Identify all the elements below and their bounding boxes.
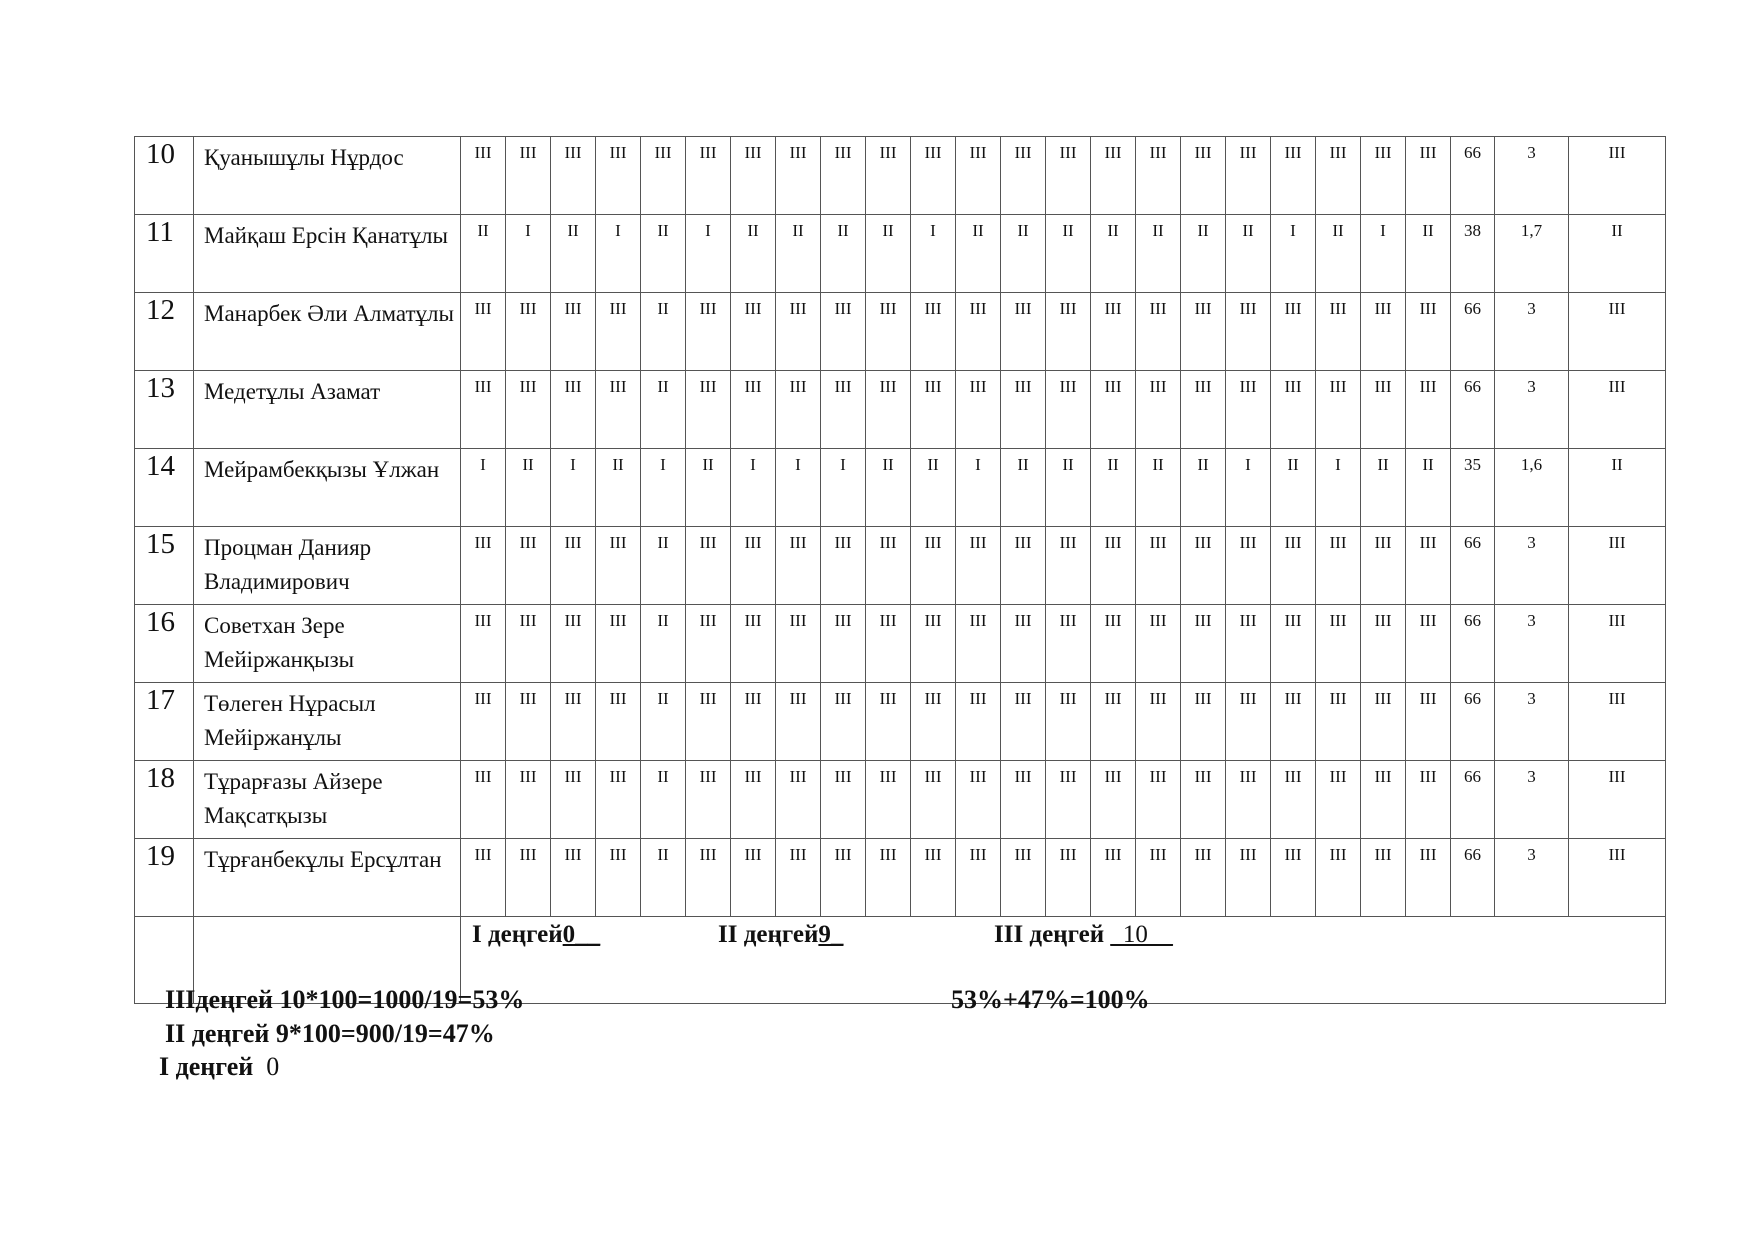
total-score: 66 [1451, 137, 1495, 215]
level-cell: III [1361, 761, 1406, 839]
level-cell: III [461, 605, 506, 683]
level-cell: I [596, 215, 641, 293]
level-cell: III [956, 293, 1001, 371]
total-score: 66 [1451, 605, 1495, 683]
level-cell: III [1361, 371, 1406, 449]
level-cell: I [1271, 215, 1316, 293]
level-cell: III [1046, 371, 1091, 449]
level-cell: II [641, 527, 686, 605]
level-cell: III [1091, 839, 1136, 917]
student-name: Медетұлы Азамат [194, 371, 461, 449]
average-score: 3 [1495, 371, 1569, 449]
level-cell: III [1136, 137, 1181, 215]
row-number: 11 [135, 215, 194, 293]
level-cell: III [1406, 293, 1451, 371]
level-cell: III [506, 371, 551, 449]
level-cell: I [1316, 449, 1361, 527]
level-cell: III [596, 683, 641, 761]
row-number: 17 [135, 683, 194, 761]
level-cell: III [731, 527, 776, 605]
calc-level3: IIIдеңгей 10*100=1000/19=53% [165, 985, 525, 1014]
level-cell: III [1361, 605, 1406, 683]
level-cell: III [866, 527, 911, 605]
row-number: 10 [135, 137, 194, 215]
level-cell: III [1001, 137, 1046, 215]
level-cell: III [1046, 293, 1091, 371]
level-cell: II [1001, 215, 1046, 293]
level-cell: III [641, 137, 686, 215]
level-cell: III [596, 137, 641, 215]
level-cell: III [551, 683, 596, 761]
level-cell: III [1181, 137, 1226, 215]
level3-value: _10__ [1110, 921, 1173, 948]
level-cell: III [686, 605, 731, 683]
student-name: Тұрарғазы Айзере Мақсатқызы [194, 761, 461, 839]
level-cell: III [1181, 293, 1226, 371]
level-cell: III [1136, 605, 1181, 683]
final-level: III [1569, 527, 1666, 605]
total-score: 66 [1451, 839, 1495, 917]
final-level: III [1569, 683, 1666, 761]
level-cell: III [596, 293, 641, 371]
level-cell: III [1406, 527, 1451, 605]
table-row [135, 683, 1666, 761]
level-cell: III [1181, 527, 1226, 605]
level-cell: II [1181, 215, 1226, 293]
level-cell: II [1181, 449, 1226, 527]
level-cell: III [1271, 839, 1316, 917]
average-score: 3 [1495, 761, 1569, 839]
level-cell: II [776, 215, 821, 293]
level-cell: III [1226, 683, 1271, 761]
level-cell: III [1046, 683, 1091, 761]
level-cell: III [911, 839, 956, 917]
level-cell: III [1361, 683, 1406, 761]
level-cell: III [551, 137, 596, 215]
level-cell: III [956, 683, 1001, 761]
row-number: 18 [135, 761, 194, 839]
row-number: 13 [135, 371, 194, 449]
level-cell: I [731, 449, 776, 527]
level-cell: III [461, 293, 506, 371]
level-cell: III [461, 761, 506, 839]
level-cell: III [1406, 761, 1451, 839]
level-cell: III [776, 839, 821, 917]
level-cell: I [776, 449, 821, 527]
calc-level1 [159, 1052, 279, 1082]
total-score: 66 [1451, 293, 1495, 371]
level-cell: III [1226, 371, 1271, 449]
total-score: 35 [1451, 449, 1495, 527]
level-cell: II [461, 215, 506, 293]
level-cell: III [551, 605, 596, 683]
total-score: 66 [1451, 761, 1495, 839]
level-cell: III [866, 371, 911, 449]
level-cell: III [1361, 527, 1406, 605]
assessment-table [134, 136, 1666, 1004]
level-cell: II [1091, 215, 1136, 293]
level-cell: III [1181, 761, 1226, 839]
level-cell: I [1226, 449, 1271, 527]
level-cell: III [731, 371, 776, 449]
level-cell: III [596, 839, 641, 917]
level-cell: II [1406, 449, 1451, 527]
level-cell: I [551, 449, 596, 527]
level-cell: III [1271, 137, 1316, 215]
table-row [135, 839, 1666, 917]
student-name: Процман Данияр Владимирович [194, 527, 461, 605]
level-cell: II [956, 215, 1001, 293]
level-cell: III [776, 137, 821, 215]
level-cell: II [1226, 215, 1271, 293]
level-cell: III [596, 605, 641, 683]
level-cell: III [1316, 371, 1361, 449]
row-number: 19 [135, 839, 194, 917]
level-cell: III [1091, 761, 1136, 839]
row-number: 16 [135, 605, 194, 683]
level-cell: III [1361, 293, 1406, 371]
level-cell: III [776, 371, 821, 449]
level3-summary [994, 921, 1173, 949]
level-cell: III [506, 683, 551, 761]
level-cell: III [731, 839, 776, 917]
level-cell: III [596, 527, 641, 605]
calc-level1-value: 0 [266, 1052, 280, 1081]
level-cell: II [911, 449, 956, 527]
level-cell: III [551, 527, 596, 605]
level-cell: III [956, 371, 1001, 449]
table-row [135, 449, 1666, 527]
level1-label: I деңгей [472, 921, 563, 948]
level-cell: II [506, 449, 551, 527]
level-cell: III [731, 137, 776, 215]
level-cell: III [956, 761, 1001, 839]
level-cell: II [686, 449, 731, 527]
level-cell: III [1226, 293, 1271, 371]
average-score: 1,6 [1495, 449, 1569, 527]
level-cell: II [596, 449, 641, 527]
level-cell: III [461, 839, 506, 917]
level-cell: III [1001, 605, 1046, 683]
level-cell: III [1226, 605, 1271, 683]
level-cell: III [866, 683, 911, 761]
table-row [135, 761, 1666, 839]
level-cell: III [821, 137, 866, 215]
level-cell: I [686, 215, 731, 293]
level-cell: III [911, 605, 956, 683]
average-score: 3 [1495, 293, 1569, 371]
level-cell: III [461, 527, 506, 605]
level-cell: III [911, 761, 956, 839]
level-cell: II [641, 683, 686, 761]
total-score: 66 [1451, 683, 1495, 761]
level-cell: II [1316, 215, 1361, 293]
level-cell: III [1316, 839, 1361, 917]
level-cell: III [1226, 137, 1271, 215]
average-score: 3 [1495, 839, 1569, 917]
level-cell: III [506, 605, 551, 683]
level-cell: II [641, 371, 686, 449]
student-name: Советхан Зере Мейіржанқызы [194, 605, 461, 683]
level2-summary [718, 921, 994, 949]
level-cell: III [821, 761, 866, 839]
level-cell: III [1181, 605, 1226, 683]
row-number: 12 [135, 293, 194, 371]
level-cell: III [1316, 761, 1361, 839]
level-cell: III [1001, 683, 1046, 761]
level-cell: III [1001, 527, 1046, 605]
level-cell: III [1271, 527, 1316, 605]
level-cell: III [1181, 683, 1226, 761]
level1-value: 0__ [562, 921, 601, 948]
average-score: 3 [1495, 605, 1569, 683]
level-cell: III [686, 371, 731, 449]
level-cell: III [1136, 761, 1181, 839]
level-cell: III [506, 761, 551, 839]
level-cell: III [506, 293, 551, 371]
level-cell: II [551, 215, 596, 293]
level-cell: III [1271, 761, 1316, 839]
level-cell: III [1316, 683, 1361, 761]
level-cell: II [1136, 215, 1181, 293]
level-cell: III [686, 761, 731, 839]
level-cell: II [1046, 215, 1091, 293]
student-name: Манарбек Әли Алматұлы [194, 293, 461, 371]
level-cell: III [551, 839, 596, 917]
level-cell: III [506, 137, 551, 215]
level-cell: III [461, 683, 506, 761]
level-cell: III [1091, 371, 1136, 449]
level-cell: III [1001, 839, 1046, 917]
level-cell: III [596, 761, 641, 839]
level-cell: III [686, 527, 731, 605]
level-cell: III [911, 683, 956, 761]
level-cell: III [911, 527, 956, 605]
level-cell: III [731, 761, 776, 839]
level-cell: II [731, 215, 776, 293]
level-cell: III [866, 605, 911, 683]
level-cell: III [776, 527, 821, 605]
level-cell: III [1091, 683, 1136, 761]
level-cell: III [1181, 371, 1226, 449]
level-cell: III [731, 293, 776, 371]
level-cell: III [956, 137, 1001, 215]
row-number: 14 [135, 449, 194, 527]
level-cell: III [731, 605, 776, 683]
level-cell: III [1091, 293, 1136, 371]
level-cell: III [821, 527, 866, 605]
level-cell: I [641, 449, 686, 527]
level-cell: III [461, 137, 506, 215]
row-number: 15 [135, 527, 194, 605]
level-cell: III [551, 761, 596, 839]
level-cell: III [686, 293, 731, 371]
level-cell: III [956, 839, 1001, 917]
level-cell: III [1406, 605, 1451, 683]
level-cell: I [956, 449, 1001, 527]
level-cell: III [686, 839, 731, 917]
final-level: III [1569, 137, 1666, 215]
level1-summary [472, 921, 718, 949]
level-cell: III [1361, 839, 1406, 917]
level-cell: III [776, 293, 821, 371]
level-cell: III [1091, 527, 1136, 605]
final-level: II [1569, 215, 1666, 293]
level-cell: III [956, 605, 1001, 683]
table-row [135, 605, 1666, 683]
level-cell: III [1406, 137, 1451, 215]
level-cell: III [461, 371, 506, 449]
table-row [135, 527, 1666, 605]
level-cell: III [1136, 839, 1181, 917]
level-cell: III [731, 683, 776, 761]
calc-total: 53%+47%=100% [951, 985, 1150, 1014]
table-row [135, 215, 1666, 293]
level-cell: III [956, 527, 1001, 605]
level-cell: III [1361, 137, 1406, 215]
student-name: Майқаш Ерсін Қанатұлы [194, 215, 461, 293]
level-cell: II [641, 605, 686, 683]
table-row [135, 371, 1666, 449]
level-cell: III [821, 293, 866, 371]
level-cell: III [1136, 683, 1181, 761]
total-score: 38 [1451, 215, 1495, 293]
level-cell: III [1136, 527, 1181, 605]
level-cell: I [911, 215, 956, 293]
level-cell: III [1271, 683, 1316, 761]
level-cell: II [1091, 449, 1136, 527]
level-cell: III [866, 137, 911, 215]
level-cell: I [1361, 215, 1406, 293]
level-cell: II [821, 215, 866, 293]
average-score: 3 [1495, 137, 1569, 215]
level-cell: III [1226, 761, 1271, 839]
level-cell: III [1226, 527, 1271, 605]
level-cell: III [866, 839, 911, 917]
level-cell: III [776, 761, 821, 839]
student-name: Төлеген Нұрасыл Мейіржанұлы [194, 683, 461, 761]
level-cell: III [1316, 605, 1361, 683]
level-cell: III [1271, 293, 1316, 371]
level-cell: II [641, 761, 686, 839]
level-cell: III [1271, 605, 1316, 683]
level-cell: II [866, 449, 911, 527]
level-cell: III [506, 839, 551, 917]
average-score: 3 [1495, 683, 1569, 761]
calc-level2: II деңгей 9*100=900/19=47% [165, 1019, 495, 1048]
level-cell: III [1001, 371, 1046, 449]
table-row [135, 293, 1666, 371]
total-score: 66 [1451, 527, 1495, 605]
level-cell: III [1046, 527, 1091, 605]
final-level: III [1569, 839, 1666, 917]
final-level: III [1569, 605, 1666, 683]
level-cell: III [1136, 293, 1181, 371]
level-cell: III [686, 683, 731, 761]
level-cell: III [866, 761, 911, 839]
level-cell: III [1181, 839, 1226, 917]
level-cell: I [506, 215, 551, 293]
average-score: 3 [1495, 527, 1569, 605]
level-cell: III [1091, 137, 1136, 215]
level-cell: II [641, 839, 686, 917]
level-cell: III [1226, 839, 1271, 917]
level-cell: III [911, 137, 956, 215]
student-name: Қуанышұлы Нұрдос [194, 137, 461, 215]
level-cell: II [1136, 449, 1181, 527]
table-row [135, 137, 1666, 215]
level-cell: III [1406, 371, 1451, 449]
level-cell: III [1091, 605, 1136, 683]
level-cell: III [1316, 293, 1361, 371]
level2-value: 9_ [818, 921, 844, 948]
level-cell: III [1001, 761, 1046, 839]
student-name: Тұрғанбекұлы Ерсұлтан [194, 839, 461, 917]
level-cell: III [866, 293, 911, 371]
average-score: 1,7 [1495, 215, 1569, 293]
level-cell: II [1271, 449, 1316, 527]
level-cell: III [821, 839, 866, 917]
level-cell: III [776, 605, 821, 683]
total-score: 66 [1451, 371, 1495, 449]
level2-label: II деңгей [718, 921, 819, 948]
level-cell: III [1316, 527, 1361, 605]
level-cell: III [821, 371, 866, 449]
level-cell: III [506, 527, 551, 605]
level-cell: III [1406, 839, 1451, 917]
level-cell: II [641, 215, 686, 293]
level-cell: II [1046, 449, 1091, 527]
level-cell: III [821, 605, 866, 683]
level-cell: III [1271, 371, 1316, 449]
final-level: III [1569, 761, 1666, 839]
student-name: Мейрамбекқызы Ұлжан [194, 449, 461, 527]
level-cell: III [821, 683, 866, 761]
level-cell: II [1406, 215, 1451, 293]
level-cell: II [641, 293, 686, 371]
level-cell: III [911, 293, 956, 371]
level-cell: I [461, 449, 506, 527]
final-level: III [1569, 371, 1666, 449]
level-cell: III [1001, 293, 1046, 371]
level-cell: II [1361, 449, 1406, 527]
calc-level1-label: I деңгей [159, 1052, 254, 1081]
level-cell: III [1316, 137, 1361, 215]
level-cell: III [1136, 371, 1181, 449]
level-cell: III [551, 371, 596, 449]
level-cell: III [551, 293, 596, 371]
level-cell: III [1046, 839, 1091, 917]
level-cell: III [596, 371, 641, 449]
level3-label: III деңгей [994, 921, 1105, 948]
level-cell: I [821, 449, 866, 527]
final-level: III [1569, 293, 1666, 371]
level-cell: III [1406, 683, 1451, 761]
level-cell: III [1046, 605, 1091, 683]
level-cell: III [776, 683, 821, 761]
level-cell: III [1046, 137, 1091, 215]
level-cell: II [866, 215, 911, 293]
level-cell: III [1046, 761, 1091, 839]
final-level: II [1569, 449, 1666, 527]
level-cell: III [686, 137, 731, 215]
level-cell: II [1001, 449, 1046, 527]
level-cell: III [911, 371, 956, 449]
